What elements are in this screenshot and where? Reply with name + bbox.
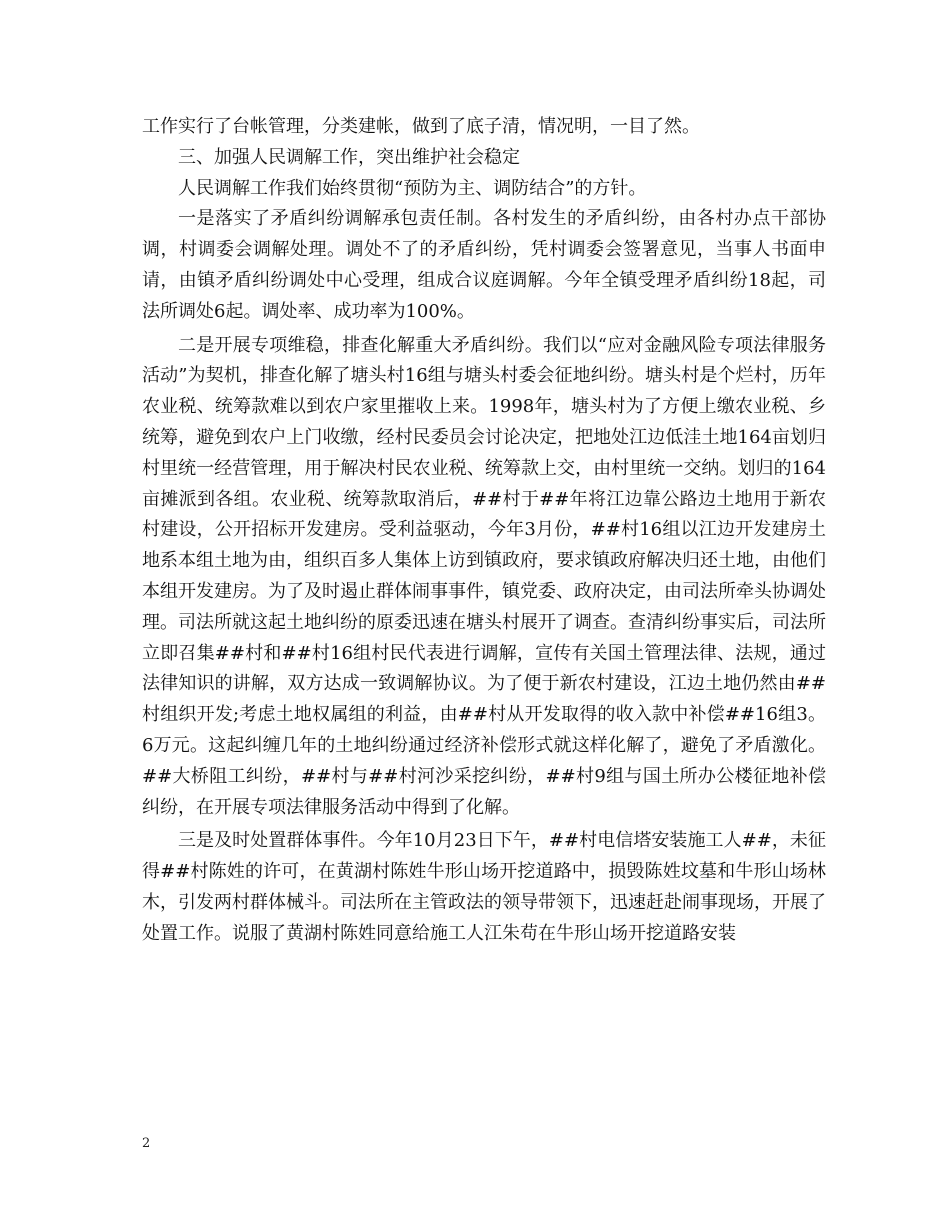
section-heading: 三、加强人民调解工作，突出维护社会稳定 [178,146,520,168]
document-page [142,112,826,950]
paragraph-policy: 人民调解工作我们始终贯彻“预防为主、调防结合”的方针。 [178,177,647,199]
paragraph-group-incidents: 三是及时处置群体事件。今年10月23日下午，##村电信塔安装施工人##，未征得##村陈姓的许可，在黄湖村陈姓牛形山场开挖道路中，损毁陈姓坟墓和牛形山场林木，引发两村群体械斗。司法所在主管政法的领导带领下，迅速赶赴闹事现场，开展了处置工作。说服了黄湖村陈姓同意给施工人江朱苟在牛形山场开挖道路安装 [142,830,826,944]
page-number: 2 [142,1136,151,1151]
paragraph-responsibility-system: 一是落实了矛盾纠纷调解承包责任制。各村发生的矛盾纠纷，由各村办点干部协调，村调委会调解处理。调处不了的矛盾纠纷，凭村调委会签署意见，当事人书面申请，由镇矛盾纠纷调处中心受理，组成合议庭调解。今年全镇受理矛盾纠纷18起，司法所调处6起。调处率、成功率为100%。 [142,208,826,322]
paragraph-continuation: 工作实行了台帐管理，分类建帐，做到了底子清，情况明，一目了然。 [142,116,700,137]
paragraph-special-stability: 二是开展专项维稳，排查化解重大矛盾纠纷。我们以“应对金融风险专项法律服务活动”为契机，排查化解了塘头村16组与塘头村委会征地纠纷。塘头村是个烂村，历年农业税、统筹款难以到农户家里摧收上来。1998年，塘头村为了方便上缴农业税、乡统筹，避免到农户上门收缴，经村民委员会讨论决定，把地处江边低洼土地164亩划归村里统一经营管理，用于解决村民农业税、统筹款上交，由村里统一交纳。划归的164亩摊派到各组。农业税、统筹款取消后，##村于##年将江边靠公路边土地用于新农村建设，公开招标开发建房。受利益驱动，今年3月份，##村16组以江边开发建房土地系本组土地为由，组织百多人集体上访到镇政府，要求镇政府解决归还土地，由他们本组开发建房。为了及时遏止群体闹事事件，镇党委、政府决定，由司法所牵头协调处理。司法所就这起土地纠纷的原委迅速在塘头村展开了调查。查清纠纷事实后，司法所立即召集##村和##村16组村民代表进行调解，宣传有关国土管理法律、法规，通过法律知识的讲解，双方达成一致调解协议。为了便于新农村建设，江边土地仍然由##村组织开发;考虑土地权属组的利益，由##村从开发取得的收入款中补偿##16组3。6万元。这起纠缠几年的土地纠纷通过经济补偿形式就这样化解了，避免了矛盾激化。##大桥阻工纠纷，##村与##村河沙采挖纠纷，##村9组与国土所办公楼征地补偿纠纷，在开展专项法律服务活动中得到了化解。 [142,334,826,818]
